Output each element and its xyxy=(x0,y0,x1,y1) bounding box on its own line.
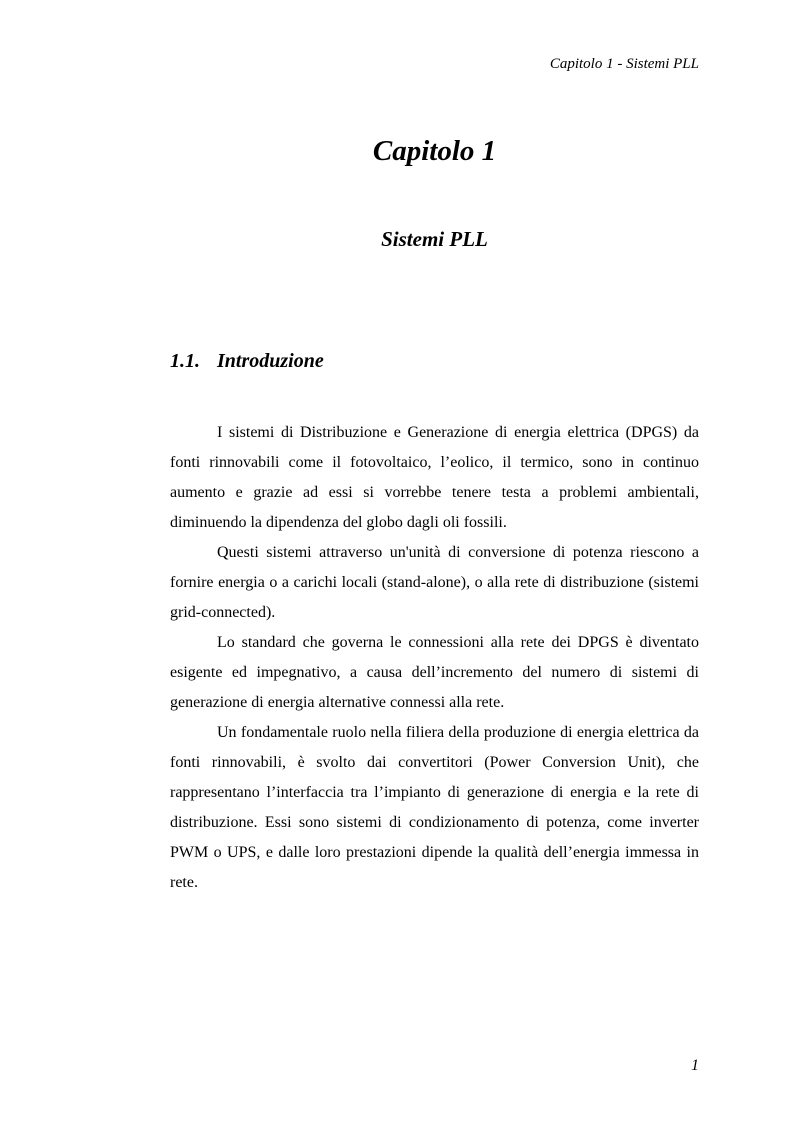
running-header: Capitolo 1 - Sistemi PLL xyxy=(549,56,699,72)
paragraph: Lo standard che governa le connessioni alla rete dei DPGS è diventato esigente ed impegnativo, a causa dell’incremento del numero di sistemi di generazione di energia alternative connessi alla rete. xyxy=(170,634,699,711)
paragraph: Un fondamentale ruolo nella filiera della produzione di energia elettrica da fonti rinnovabili, è svolto dai convertitori (Power Conversion Unit), che rappresentano l’interfaccia tra l’impianto di generazione di energia e la rete di distribuzione. Essi sono sistemi di condizionamento di potenza, come inverter PWM o UPS, e dalle loro prestazioni dipende la qualità dell’energia immessa in rete. xyxy=(170,724,699,891)
page-number: 1 xyxy=(691,1057,699,1074)
section-number: 1.1. xyxy=(170,350,200,372)
section-title: Introduzione xyxy=(217,350,324,372)
chapter-title: Sistemi PLL xyxy=(381,227,488,251)
section-heading xyxy=(170,348,699,374)
chapter-number: Capitolo 1 xyxy=(372,135,497,167)
paragraph: Questi sistemi attraverso un'unità di conversione di potenza riescono a fornire energia o a carichi locali (stand-alone), o alla rete di distribuzione (sistemi grid-connected). xyxy=(170,544,699,621)
paragraph: I sistemi di Distribuzione e Generazione di energia elettrica (DPGS) da fonti rinnovabili come il fotovoltaico, l’eolico, il termico, sono in continuo aumento e grazie ad essi si vorrebbe tenere testa a problemi ambientali, diminuendo la dipendenza del globo dagli oli fossili. xyxy=(170,424,699,531)
body-text xyxy=(170,418,699,898)
